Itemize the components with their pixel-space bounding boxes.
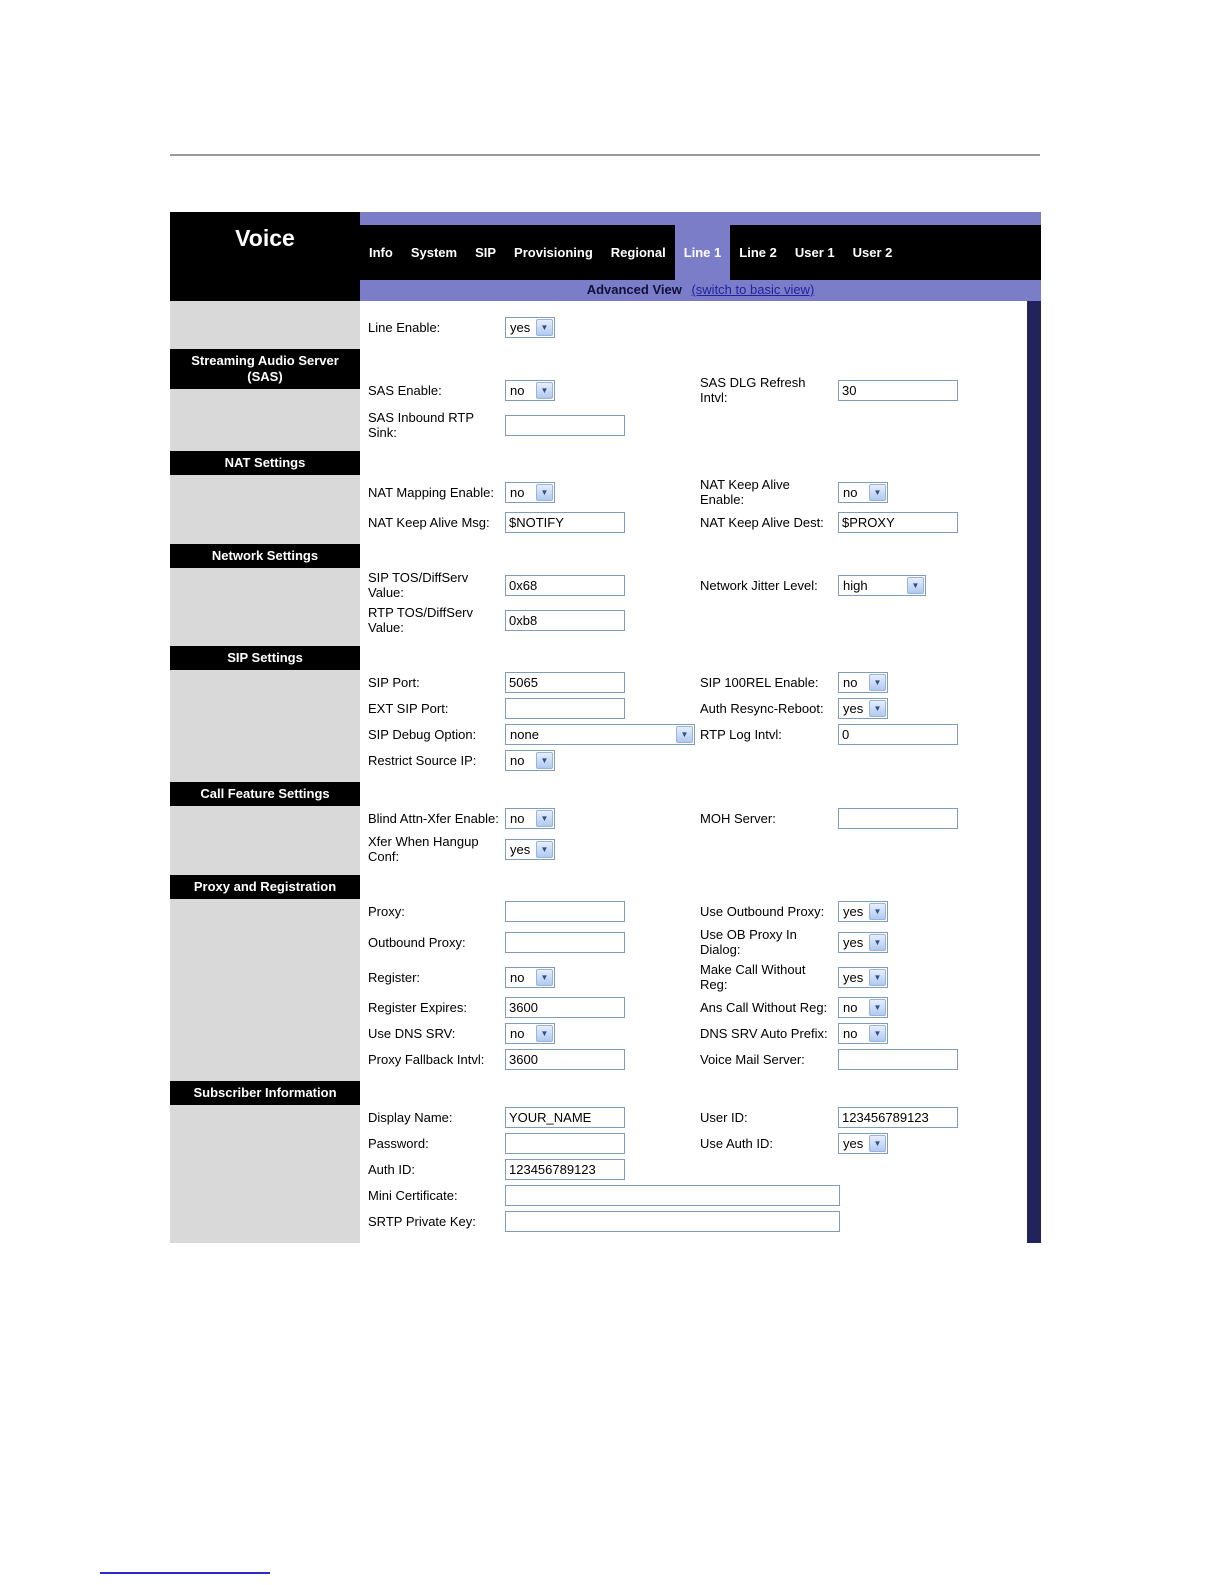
form-row bbox=[368, 1049, 1023, 1070]
proxy-fallback-intvl-label: Proxy Fallback Intvl: bbox=[368, 1052, 485, 1067]
register-expires-input[interactable] bbox=[505, 997, 625, 1018]
form-row bbox=[368, 672, 1023, 693]
rtp-log-intvl-label: RTP Log Intvl: bbox=[700, 727, 782, 742]
restrict-source-ip-select[interactable] bbox=[505, 750, 555, 771]
control-cell bbox=[505, 724, 700, 745]
control-cell bbox=[838, 1049, 1023, 1070]
header bbox=[170, 212, 1041, 280]
sidebar-cell bbox=[170, 646, 360, 782]
display-name-input[interactable] bbox=[505, 1107, 625, 1128]
section-header-call-feature-settings: Call Feature Settings bbox=[170, 782, 360, 806]
tab-line-1[interactable]: Line 1 bbox=[675, 225, 731, 280]
control-cell bbox=[838, 482, 1023, 503]
control-cell bbox=[838, 1023, 1023, 1044]
content bbox=[170, 301, 1041, 1243]
section-header-nat-settings: NAT Settings bbox=[170, 451, 360, 475]
dropdown-arrow-icon: ▼ bbox=[869, 903, 886, 920]
control-cell bbox=[505, 512, 700, 533]
selected-value: no bbox=[510, 753, 525, 768]
form-row bbox=[368, 1185, 1023, 1206]
section-subscriber-information bbox=[170, 1081, 1027, 1243]
use-dns-srv-select[interactable] bbox=[505, 1023, 555, 1044]
form-row bbox=[368, 1023, 1023, 1044]
section-nat-settings bbox=[170, 451, 1027, 544]
selected-value: no bbox=[843, 1026, 858, 1041]
outbound-proxy-label: Outbound Proxy: bbox=[368, 934, 466, 950]
sip-port-label: SIP Port: bbox=[368, 675, 420, 690]
srtp-private-key-input[interactable] bbox=[505, 1211, 840, 1232]
sidebar-cell bbox=[170, 782, 360, 875]
form-sections bbox=[170, 301, 1027, 1243]
view-mode-row bbox=[170, 280, 1041, 301]
control-cell bbox=[838, 967, 1023, 988]
switch-to-basic-view-link[interactable]: (switch to basic view) bbox=[691, 282, 815, 297]
control-cell bbox=[505, 317, 1023, 338]
tab-user-1[interactable]: User 1 bbox=[794, 245, 835, 260]
control-cell bbox=[838, 1133, 1023, 1154]
user-id-input[interactable] bbox=[838, 1107, 958, 1128]
form-row bbox=[368, 512, 1023, 533]
control-cell bbox=[505, 1185, 1023, 1206]
sidebar-cell bbox=[170, 544, 360, 646]
section-call-feature-settings bbox=[170, 782, 1027, 875]
use-dns-srv-label: Use DNS SRV: bbox=[368, 1026, 456, 1041]
dropdown-arrow-icon: ▼ bbox=[869, 999, 886, 1016]
control-cell bbox=[505, 839, 1023, 860]
dropdown-arrow-icon: ▼ bbox=[907, 577, 924, 594]
sidebar-cell bbox=[170, 875, 360, 1081]
sas-enable-label: SAS Enable: bbox=[368, 382, 442, 398]
sip-debug-option-select[interactable] bbox=[505, 724, 695, 745]
section-rows bbox=[360, 646, 1027, 782]
sip-tos-diffserv-value-input[interactable] bbox=[505, 575, 625, 596]
form-row bbox=[368, 1107, 1023, 1128]
form-row bbox=[368, 834, 1023, 864]
form-row bbox=[368, 570, 1023, 600]
selected-value: no bbox=[843, 484, 858, 500]
form-row bbox=[368, 698, 1023, 719]
sas-dlg-refresh-intvl-label: SAS DLG Refresh Intvl: bbox=[700, 375, 806, 405]
mini-certificate-input[interactable] bbox=[505, 1185, 840, 1206]
control-cell bbox=[505, 1159, 1023, 1180]
form-row bbox=[368, 927, 1023, 957]
control-cell bbox=[838, 512, 1023, 533]
control-cell bbox=[838, 932, 1023, 953]
selected-value: high bbox=[843, 577, 868, 593]
use-outbound-proxy-select[interactable] bbox=[838, 901, 888, 922]
sip-debug-option-label: SIP Debug Option: bbox=[368, 727, 477, 742]
section-sip-settings bbox=[170, 646, 1027, 782]
line-enable-label: Line Enable: bbox=[368, 320, 441, 335]
header-right bbox=[360, 212, 1041, 280]
rtp-tos-diffserv-value-input[interactable] bbox=[505, 610, 625, 631]
display-name-label: Display Name: bbox=[368, 1110, 453, 1125]
ext-sip-port-label: EXT SIP Port: bbox=[368, 701, 449, 716]
section-header-streaming-audio-server-sas: Streaming Audio Server (SAS) bbox=[170, 349, 360, 389]
top-divider bbox=[170, 154, 1040, 156]
nat-keep-alive-enable-label: NAT Keep Alive Enable: bbox=[700, 477, 790, 507]
control-cell bbox=[505, 380, 700, 401]
ext-sip-port-input[interactable] bbox=[505, 698, 625, 719]
section-header-proxy-and-registration: Proxy and Registration bbox=[170, 875, 360, 899]
use-auth-id-select[interactable] bbox=[838, 1133, 888, 1154]
footer-link[interactable] bbox=[100, 1572, 270, 1574]
network-jitter-level-label: Network Jitter Level: bbox=[700, 577, 818, 593]
password-label: Password: bbox=[368, 1136, 429, 1151]
view-mode-label: Advanced View bbox=[586, 282, 682, 297]
control-cell bbox=[838, 380, 1023, 401]
register-expires-label: Register Expires: bbox=[368, 1000, 467, 1015]
use-outbound-proxy-label: Use Outbound Proxy: bbox=[700, 904, 825, 919]
moh-server-label: MOH Server: bbox=[700, 811, 776, 826]
view-mode-bar bbox=[360, 280, 1041, 301]
selected-value: no bbox=[843, 1000, 858, 1015]
dropdown-arrow-icon: ▼ bbox=[869, 484, 886, 501]
control-cell bbox=[838, 997, 1023, 1018]
nat-keep-alive-dest-label: NAT Keep Alive Dest: bbox=[700, 515, 824, 530]
auth-id-input[interactable] bbox=[505, 1159, 625, 1180]
section-rows bbox=[360, 1081, 1027, 1243]
proxy-label: Proxy: bbox=[368, 904, 405, 919]
form-row bbox=[368, 1211, 1023, 1232]
control-cell bbox=[505, 967, 700, 988]
auth-resync-reboot-select[interactable] bbox=[838, 698, 888, 719]
section-rows bbox=[360, 451, 1027, 544]
register-select[interactable] bbox=[505, 967, 555, 988]
ans-call-without-reg-select[interactable] bbox=[838, 997, 888, 1018]
control-cell bbox=[505, 1049, 700, 1070]
section-header-subscriber-information: Subscriber Information bbox=[170, 1081, 360, 1105]
form-row bbox=[368, 750, 1023, 771]
dropdown-arrow-icon: ▼ bbox=[869, 674, 886, 691]
moh-server-input[interactable] bbox=[838, 808, 958, 829]
restrict-source-ip-label: Restrict Source IP: bbox=[368, 753, 477, 768]
control-cell bbox=[505, 1211, 1023, 1232]
control-cell bbox=[838, 1107, 1023, 1128]
form-row bbox=[368, 477, 1023, 507]
rtp-log-intvl-input[interactable] bbox=[838, 724, 958, 745]
auth-resync-reboot-label: Auth Resync-Reboot: bbox=[700, 701, 824, 716]
auth-id-label: Auth ID: bbox=[368, 1162, 415, 1177]
control-cell bbox=[838, 698, 1023, 719]
selected-value: yes bbox=[843, 969, 864, 985]
section-top bbox=[170, 301, 1027, 349]
header-left-filler bbox=[170, 280, 360, 301]
tab-provisioning[interactable]: Provisioning bbox=[514, 245, 593, 260]
control-cell bbox=[838, 724, 1023, 745]
app-title: Voice bbox=[170, 212, 360, 280]
selected-value: yes bbox=[843, 904, 864, 919]
form-row bbox=[368, 808, 1023, 829]
control-cell bbox=[505, 1023, 700, 1044]
sas-inbound-rtp-sink-label: SAS Inbound RTP Sink: bbox=[368, 410, 474, 440]
sip-port-input[interactable] bbox=[505, 672, 625, 693]
control-cell bbox=[505, 750, 1023, 771]
tab-user-2[interactable]: User 2 bbox=[852, 245, 893, 260]
use-auth-id-label: Use Auth ID: bbox=[700, 1136, 773, 1151]
section-rows bbox=[360, 301, 1027, 349]
dns-srv-auto-prefix-label: DNS SRV Auto Prefix: bbox=[700, 1026, 828, 1041]
use-ob-proxy-in-dialog-label: Use OB Proxy In Dialog: bbox=[700, 927, 797, 957]
dns-srv-auto-prefix-select[interactable] bbox=[838, 1023, 888, 1044]
sas-inbound-rtp-sink-input[interactable] bbox=[505, 415, 625, 436]
selected-value: none bbox=[510, 727, 539, 742]
nat-keep-alive-enable-select[interactable] bbox=[838, 482, 888, 503]
nat-keep-alive-msg-label: NAT Keep Alive Msg: bbox=[368, 515, 490, 530]
use-ob-proxy-in-dialog-select[interactable] bbox=[838, 932, 888, 953]
selected-value: yes bbox=[843, 934, 864, 950]
dropdown-arrow-icon: ▼ bbox=[676, 726, 693, 743]
tab-info[interactable]: Info bbox=[369, 245, 393, 260]
register-label: Register: bbox=[368, 969, 421, 985]
xfer-when-hangup-conf-label: Xfer When Hangup Conf: bbox=[368, 834, 479, 864]
dropdown-arrow-icon: ▼ bbox=[536, 969, 553, 986]
nat-mapping-enable-label: NAT Mapping Enable: bbox=[368, 484, 494, 500]
make-call-without-reg-label: Make Call Without Reg: bbox=[700, 962, 806, 992]
form-row bbox=[368, 605, 1023, 635]
control-cell bbox=[505, 1133, 700, 1154]
tab-bar bbox=[360, 225, 1041, 280]
sidebar-cell bbox=[170, 451, 360, 544]
control-cell bbox=[838, 901, 1023, 922]
nat-mapping-enable-select[interactable] bbox=[505, 482, 555, 503]
sidebar-cell bbox=[170, 349, 360, 451]
section-header-network-settings: Network Settings bbox=[170, 544, 360, 568]
control-cell bbox=[505, 1107, 700, 1128]
form-row bbox=[368, 1159, 1023, 1180]
dropdown-arrow-icon: ▼ bbox=[536, 382, 553, 399]
section-header-sip-settings: SIP Settings bbox=[170, 646, 360, 670]
dropdown-arrow-icon: ▼ bbox=[869, 934, 886, 951]
rtp-tos-diffserv-value-label: RTP TOS/DiffServ Value: bbox=[368, 605, 474, 635]
control-cell bbox=[838, 575, 1023, 596]
form-row bbox=[368, 724, 1023, 745]
control-cell bbox=[505, 997, 700, 1018]
dropdown-arrow-icon: ▼ bbox=[536, 1025, 553, 1042]
section-rows bbox=[360, 875, 1027, 1081]
form-row bbox=[368, 901, 1023, 922]
form-row bbox=[368, 962, 1023, 992]
section-rows bbox=[360, 349, 1027, 451]
right-border-strip bbox=[1027, 301, 1041, 1243]
outbound-proxy-input[interactable] bbox=[505, 932, 625, 953]
section-network-settings bbox=[170, 544, 1027, 646]
sip-100rel-enable-label: SIP 100REL Enable: bbox=[700, 675, 819, 690]
selected-value: yes bbox=[510, 320, 531, 335]
section-proxy-and-registration bbox=[170, 875, 1027, 1081]
control-cell bbox=[505, 698, 700, 719]
proxy-fallback-intvl-input[interactable] bbox=[505, 1049, 625, 1070]
dropdown-arrow-icon: ▼ bbox=[869, 1135, 886, 1152]
sas-enable-select[interactable] bbox=[505, 380, 555, 401]
header-accent-strip bbox=[360, 212, 1041, 225]
tab-line-2[interactable]: Line 2 bbox=[739, 245, 777, 260]
dropdown-arrow-icon: ▼ bbox=[869, 1025, 886, 1042]
make-call-without-reg-select[interactable] bbox=[838, 967, 888, 988]
dropdown-arrow-icon: ▼ bbox=[536, 841, 553, 858]
selected-value: no bbox=[510, 969, 525, 985]
sip-100rel-enable-select[interactable] bbox=[838, 672, 888, 693]
tab-sip[interactable]: SIP bbox=[475, 245, 497, 260]
selected-value: yes bbox=[843, 1136, 864, 1151]
control-cell bbox=[838, 808, 1023, 829]
selected-value: no bbox=[510, 484, 525, 500]
control-cell bbox=[505, 901, 700, 922]
dropdown-arrow-icon: ▼ bbox=[536, 484, 553, 501]
voice-admin-panel bbox=[170, 212, 1041, 1243]
dropdown-arrow-icon: ▼ bbox=[536, 752, 553, 769]
sip-tos-diffserv-value-label: SIP TOS/DiffServ Value: bbox=[368, 570, 469, 600]
form-row bbox=[368, 997, 1023, 1018]
form-row bbox=[368, 375, 1023, 405]
user-id-label: User ID: bbox=[700, 1110, 748, 1125]
selected-value: no bbox=[843, 675, 858, 690]
selected-value: yes bbox=[510, 841, 531, 857]
section-rows bbox=[360, 544, 1027, 646]
control-cell bbox=[505, 415, 1023, 436]
network-jitter-level-select[interactable] bbox=[838, 575, 926, 596]
control-cell bbox=[505, 575, 700, 596]
form-row bbox=[368, 410, 1023, 440]
control-cell bbox=[505, 808, 700, 829]
mini-certificate-label: Mini Certificate: bbox=[368, 1188, 458, 1203]
selected-value: no bbox=[510, 811, 525, 826]
control-cell bbox=[505, 932, 700, 953]
section-streaming-audio-server-sas bbox=[170, 349, 1027, 451]
selected-value: no bbox=[510, 1026, 525, 1041]
sidebar-cell bbox=[170, 301, 360, 349]
control-cell bbox=[505, 482, 700, 503]
tab-system[interactable]: System bbox=[410, 245, 458, 260]
selected-value: yes bbox=[843, 701, 864, 716]
blind-attn-xfer-enable-label: Blind Attn-Xfer Enable: bbox=[368, 811, 499, 826]
sas-dlg-refresh-intvl-input[interactable] bbox=[838, 380, 958, 401]
control-cell bbox=[505, 610, 1023, 631]
srtp-private-key-label: SRTP Private Key: bbox=[368, 1214, 476, 1229]
xfer-when-hangup-conf-select[interactable] bbox=[505, 839, 555, 860]
line-enable-select[interactable] bbox=[505, 317, 555, 338]
nat-keep-alive-dest-input[interactable] bbox=[838, 512, 958, 533]
sidebar-cell bbox=[170, 1081, 360, 1243]
blind-attn-xfer-enable-select[interactable] bbox=[505, 808, 555, 829]
dropdown-arrow-icon: ▼ bbox=[869, 700, 886, 717]
tab-regional[interactable]: Regional bbox=[610, 245, 666, 260]
form-row bbox=[368, 1133, 1023, 1154]
section-rows bbox=[360, 782, 1027, 875]
control-cell bbox=[505, 672, 700, 693]
proxy-input[interactable] bbox=[505, 901, 625, 922]
password-input[interactable] bbox=[505, 1133, 625, 1154]
control-cell bbox=[838, 672, 1023, 693]
ans-call-without-reg-label: Ans Call Without Reg: bbox=[700, 1000, 828, 1015]
selected-value: no bbox=[510, 382, 525, 398]
dropdown-arrow-icon: ▼ bbox=[536, 319, 553, 336]
dropdown-arrow-icon: ▼ bbox=[869, 969, 886, 986]
nat-keep-alive-msg-input[interactable] bbox=[505, 512, 625, 533]
voice-mail-server-input[interactable] bbox=[838, 1049, 958, 1070]
voice-mail-server-label: Voice Mail Server: bbox=[700, 1052, 805, 1067]
form-row bbox=[368, 317, 1023, 338]
dropdown-arrow-icon: ▼ bbox=[536, 810, 553, 827]
